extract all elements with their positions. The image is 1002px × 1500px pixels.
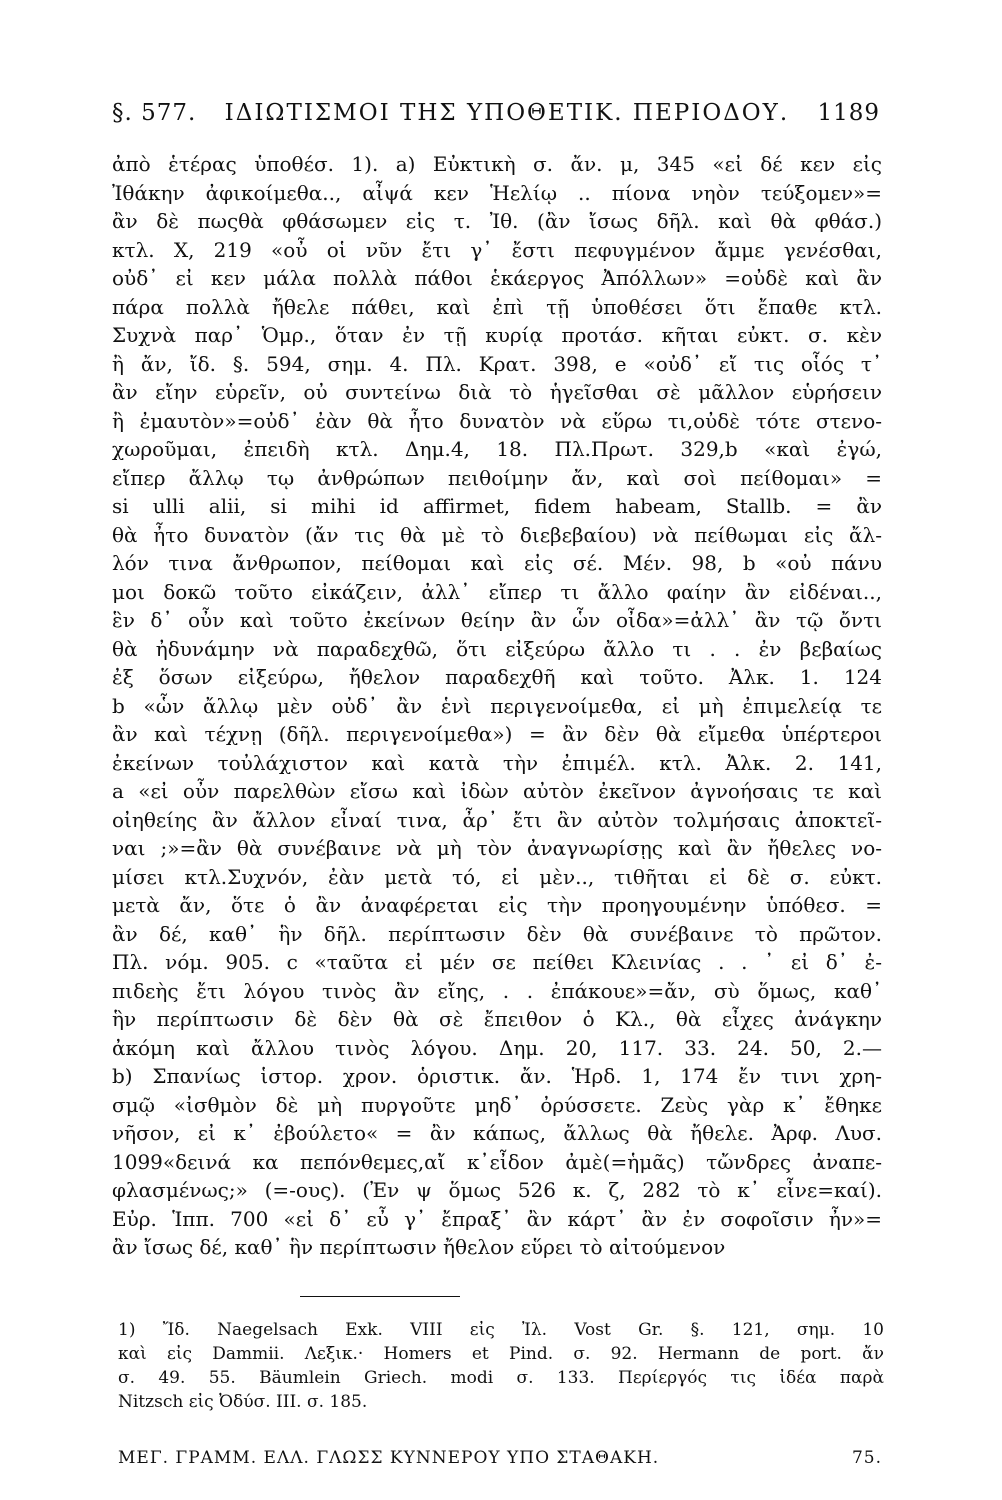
footnote-divider xyxy=(300,1296,460,1297)
running-head xyxy=(112,100,880,140)
text-line: ἂν καὶ τέχνῃ (δῆλ. περιγενοίμεθα») = ἂν δὲν θὰ εἴμεθα ὑπέρτεροι xyxy=(112,722,882,746)
footnote-line: Nitzsch εἰς Ὀδύσ. III. σ. 185. xyxy=(118,1392,368,1412)
signature-mark: 75. xyxy=(851,1448,882,1468)
text-line: ἂν δὲ πωςθὰ φθάσωμεν εἰς τ. Ἰθ. (ἂν ἴσως δῆλ. καὶ θὰ φθάσ.) xyxy=(112,209,882,233)
text-line: χωροῦμαι, ἐπειδὴ κτλ. Δημ.4, 18. Πλ.Πρωτ. 329,b «καὶ ἐγώ, xyxy=(112,437,882,461)
footnote-line: σ. 49. 55. Bäumlein Griech. modi σ. 133. Περίεργός τις ἰδέα παρὰ xyxy=(118,1368,884,1388)
text-line: πάρα πολλὰ ἤθελε πάθει, καὶ ἐπὶ τῇ ὑποθέσει ὅτι ἔπαθε κτλ. xyxy=(112,294,882,319)
printer-signature xyxy=(118,1448,882,1468)
text-line: ἀκόμη καὶ ἄλλου τινὸς λόγου. Δημ. 20, 117. 33. 24. 50, 2.— xyxy=(112,1035,882,1060)
text-line: λόν τινα ἄνθρωπον, πείθομαι καὶ εἰς σέ. Μέν. 98, b «οὐ πάνυ xyxy=(112,551,882,575)
text-line: κτλ. Χ, 219 «οὖ οἱ νῦν ἔτι γ᾽ ἔστι πεφυγμένον ἄμμε γενέσθαι, xyxy=(112,237,882,262)
text-line: φλασμένως;» (=-ους). (Ἐν ψ ὅμως 526 κ. ζ, 282 τὸ κ᾽ εἶνε=καί). xyxy=(112,1178,882,1202)
text-line: ἂν δέ, καθ᾽ ἣν δῆλ. περίπτωσιν δὲν θὰ συνέβαινε τὸ πρῶτον. xyxy=(112,921,882,946)
text-line: οἰηθείης ἂν ἄλλον εἶναί τινα, ἆρ᾽ ἔτι ἂν αὐτὸν τολμήσαις ἀποκτεῖ- xyxy=(112,807,882,832)
text-line: ἂν ἴσως δέ, καθ᾽ ἣν περίπτωσιν ἤθελον εὕρει τὸ αἰτούμενον xyxy=(112,1235,726,1259)
footnotes xyxy=(118,1318,884,1414)
text-line: νῆσον, εἰ κ᾽ ἐβούλετο« = ἂν κάπως, ἄλλως θὰ ἤθελε. Ἀρφ. Λυσ. xyxy=(112,1121,882,1145)
text-line: b) Σπανίως ἱστορ. χρον. ὁριστικ. ἄν. Ἡρδ. 1, 174 ἔν τινι χρη- xyxy=(112,1064,882,1088)
text-line: ἢ ἄν, ἴδ. §. 594, σημ. 4. Πλ. Κρατ. 398, e «οὐδ᾽ εἴ τις οἷός τ᾽ xyxy=(112,351,882,376)
footnote-line: 1) Ἴδ. Naegelsach Exk. VIII εἰς Ἰλ. Vost Gr. §. 121, σημ. 10 xyxy=(118,1320,884,1340)
text-line: ἢ ἐμαυτὸν»=οὐδ᾽ ἐὰν θὰ ἦτο δυνατὸν νὰ εὕρω τι,οὐδὲ τότε στενο- xyxy=(112,408,882,433)
text-line: θὰ ἦτο δυνατὸν (ἄν τις θὰ μὲ τὸ διεβεβαίου) νὰ πείθωμαι εἰς ἄλ- xyxy=(112,522,882,547)
text-line: ἓν δ᾽ οὖν καὶ τοῦτο ἐκείνων θείην ἂν ὧν οἶδα»=ἀλλ᾽ ἂν τῷ ὄντι xyxy=(112,608,882,632)
text-line: Ἰθάκην ἀφικοίμεθα.., αἶψά κεν Ἡελίῳ .. πίονα νηὸν τεύξομεν»= xyxy=(112,180,882,205)
running-title: ΙΔΙΩΤΙΣΜΟΙ ΤΗΣ ΥΠΟΘΕΤΙΚ. ΠΕΡΙΟΔΟΥ. xyxy=(224,100,790,126)
text-line: μετὰ ἄν, ὅτε ὁ ἂν ἀναφέρεται εἰς τὴν προηγουμένην ὑπόθεσ. = xyxy=(112,893,882,917)
text-line: 1099«δεινά κα πεπόνθεμες,αἴ κ᾽εἶδον ἀμὲ(=ἡμᾶς) τὤνδρες ἀναπε- xyxy=(112,1149,882,1174)
text-line: a «εἰ οὖν παρελθὼν εἴσω καὶ ἰδὼν αὐτὸν ἐκεῖνον ἀγνοήσαις τε καὶ xyxy=(112,779,882,803)
text-line: ἐξ ὅσων εἰξεύρω, ἤθελον παραδεχθῆ καὶ τοῦτο. Ἀλκ. 1. 124 xyxy=(112,665,882,689)
text-line: Πλ. νόμ. 905. c «ταῦτα εἰ μέν σε πείθει Κλεινίας . . ᾽ εἰ δ᾽ ἐ- xyxy=(112,950,882,974)
text-line: οὐδ᾽ εἰ κεν μάλα πολλὰ πάθοι ἑκάεργος Ἀπόλλων» =οὐδὲ καὶ ἂν xyxy=(112,266,882,290)
text-line: σμῷ «ἰσθμὸν δὲ μὴ πυργοῦτε μηδ᾽ ὀρύσσετε. Ζεὺς γὰρ κ᾽ ἔθηκε xyxy=(112,1092,882,1117)
text-line: ἂν εἴην εὑρεῖν, οὐ συντείνω διὰ τὸ ἡγεῖσθαι σὲ μᾶλλον εὑρήσειν xyxy=(112,380,882,404)
signature-text: ΜΕΓ. ΓΡΑΜΜ. ΕΛΛ. ΓΛΩΣΣ ΚΥΝΝΕΡΟΥ ΥΠΟ ΣΤΑΘΑΚΗ. xyxy=(118,1448,660,1468)
text-line: θὰ ἠδυνάμην νὰ παραδεχθῶ, ὅτι εἰξεύρω ἄλλο τι . . ἐν βεβαίως xyxy=(112,636,882,661)
text-line: b «ὧν ἄλλῳ μὲν οὐδ᾽ ἂν ἑνὶ περιγενοίμεθα, εἰ μὴ ἐπιμελείᾳ τε xyxy=(112,693,882,718)
text-line: si ulli alii, si mihi id affirmet, fidem habeam, Stallb. = ἂν xyxy=(112,494,882,518)
text-line: εἴπερ ἄλλῳ τῳ ἀνθρώπων πειθοίμην ἄν, καὶ σοὶ πείθομαι» = xyxy=(112,465,882,490)
footnote-line: καὶ εἰς Dammii. Λεξικ.· Homers et Pind. σ. 92. Hermann de port. ἄν xyxy=(118,1344,884,1364)
text-line: Συχνὰ παρ᾽ Ὁμρ., ὅταν ἐν τῇ κυρίᾳ προτάσ. κῆται εὐκτ. σ. κὲν xyxy=(112,323,882,347)
section-number: §. 577. xyxy=(112,100,197,126)
page-number: 1189 xyxy=(817,100,880,126)
text-line: μοι δοκῶ τοῦτο εἰκάζειν, ἀλλ᾽ εἴπερ τι ἄλλο φαίην ἂν εἰδέναι.., xyxy=(112,579,882,604)
text-line: ἀπὸ ἑτέρας ὑποθέσ. 1). a) Εὐκτικὴ σ. ἄν. μ, 345 «εἰ δέ κεν εἰς xyxy=(112,152,882,176)
text-line: μίσει κτλ.Συχνόν, ἐὰν μετὰ τό, εἰ μὲν.., τιθῆται εἰ δὲ σ. εὐκτ. xyxy=(112,864,882,889)
text-line: πιδεὴς ἔτι λόγου τινὸς ἂν εἴης, . . ἐπάκουε»=ἄν, σὺ ὅμως, καθ᾽ xyxy=(112,978,882,1003)
main-text xyxy=(112,150,882,1262)
text-line: ναι ;»=ἂν θὰ συνέβαινε νὰ μὴ τὸν ἀναγνωρίσῃς καὶ ἂν ἤθελες νο- xyxy=(112,836,882,860)
text-line: ἐκείνων τοὐλάχιστον καὶ κατὰ τὴν ἐπιμέλ. κτλ. Ἀλκ. 2. 141, xyxy=(112,750,882,775)
text-line: ἣν περίπτωσιν δὲ δὲν θὰ σὲ ἔπειθον ὁ Κλ., θὰ εἶχες ἀνάγκην xyxy=(112,1007,882,1031)
text-line: Εὐρ. Ἱππ. 700 «εἰ δ᾽ εὖ γ᾽ ἔπραξ᾽ ἂν κάρτ᾽ ἂν ἐν σοφοῖσιν ἦν»= xyxy=(112,1206,882,1231)
